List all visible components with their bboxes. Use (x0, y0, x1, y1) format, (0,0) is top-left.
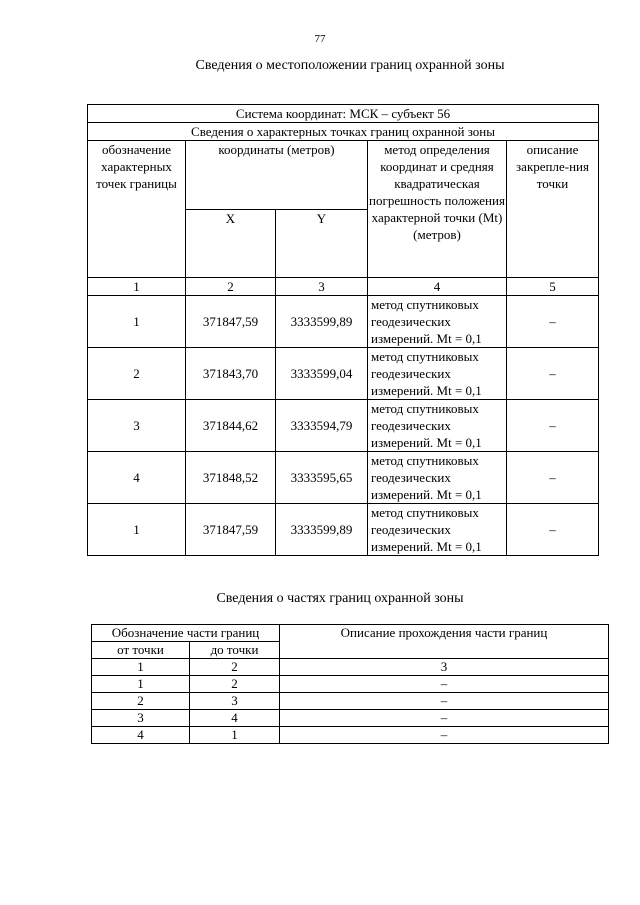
y-cell: 3333599,89 (276, 296, 368, 348)
x-cell: 371848,52 (186, 452, 276, 504)
column-number: 4 (368, 278, 507, 296)
description-cell: – (280, 710, 609, 727)
y-cell: 3333599,04 (276, 348, 368, 400)
x-cell: 371847,59 (186, 504, 276, 556)
y-cell: 3333594,79 (276, 400, 368, 452)
fixation-cell: – (507, 452, 599, 504)
header-x: X (186, 209, 276, 278)
column-number: 3 (280, 659, 609, 676)
header-designation: Обозначение части границ (92, 625, 280, 642)
method-cell: метод спутниковых геодезических измерений. Mt = 0,1 (368, 296, 507, 348)
point-cell: 4 (88, 452, 186, 504)
from-cell: 1 (92, 676, 190, 693)
description-cell: – (280, 676, 609, 693)
from-cell: 4 (92, 727, 190, 744)
to-cell: 2 (190, 676, 280, 693)
header-method: метод определения координат и средняя квадратическая погрешность положения характерной точки (Mt) (метров) (368, 141, 507, 278)
table-row (92, 710, 609, 727)
column-number: 2 (186, 278, 276, 296)
column-number: 2 (190, 659, 280, 676)
to-cell: 4 (190, 710, 280, 727)
table-subtitle-row: Сведения о характерных точках границ охранной зоны (88, 123, 599, 141)
characteristic-points-table (87, 104, 599, 556)
table-row (88, 452, 599, 504)
column-number: 1 (92, 659, 190, 676)
header-point: обозначение характерных точек границы (88, 141, 186, 278)
page-number: 77 (314, 33, 326, 45)
table-row (88, 348, 599, 400)
table-row (92, 727, 609, 744)
coordinate-system-row: Система координат: МСК – субъект 56 (88, 105, 599, 123)
method-cell: метод спутниковых геодезических измерений. Mt = 0,1 (368, 504, 507, 556)
y-cell: 3333599,89 (276, 504, 368, 556)
x-cell: 371847,59 (186, 296, 276, 348)
section-title-boundaries: Сведения о местоположении границ охранной зоны (195, 58, 505, 73)
from-cell: 2 (92, 693, 190, 710)
column-number: 5 (507, 278, 599, 296)
header-description: Описание прохождения части границ (280, 625, 609, 659)
point-cell: 1 (88, 504, 186, 556)
header-fixation: описание закрепле-ния точки (507, 141, 599, 278)
y-cell: 3333595,65 (276, 452, 368, 504)
method-cell: метод спутниковых геодезических измерений. Mt = 0,1 (368, 452, 507, 504)
fixation-cell: – (507, 504, 599, 556)
column-number: 3 (276, 278, 368, 296)
description-cell: – (280, 727, 609, 744)
fixation-cell: – (507, 348, 599, 400)
description-cell: – (280, 693, 609, 710)
table-row (92, 676, 609, 693)
point-cell: 1 (88, 296, 186, 348)
column-number: 1 (88, 278, 186, 296)
to-cell: 3 (190, 693, 280, 710)
x-cell: 371843,70 (186, 348, 276, 400)
method-cell: метод спутниковых геодезических измерений. Mt = 0,1 (368, 400, 507, 452)
table-row (88, 400, 599, 452)
x-cell: 371844,62 (186, 400, 276, 452)
header-from: от точки (92, 642, 190, 659)
table-row (88, 504, 599, 556)
header-to: до точки (190, 642, 280, 659)
table-row (92, 693, 609, 710)
point-cell: 3 (88, 400, 186, 452)
header-coordinates: координаты (метров) (186, 141, 368, 210)
fixation-cell: – (507, 400, 599, 452)
to-cell: 1 (190, 727, 280, 744)
table-row (88, 296, 599, 348)
header-y: Y (276, 209, 368, 278)
point-cell: 2 (88, 348, 186, 400)
from-cell: 3 (92, 710, 190, 727)
fixation-cell: – (507, 296, 599, 348)
method-cell: метод спутниковых геодезических измерений. Mt = 0,1 (368, 348, 507, 400)
boundary-parts-table (91, 624, 609, 744)
section-title-parts: Сведения о частях границ охранной зоны (216, 591, 464, 606)
